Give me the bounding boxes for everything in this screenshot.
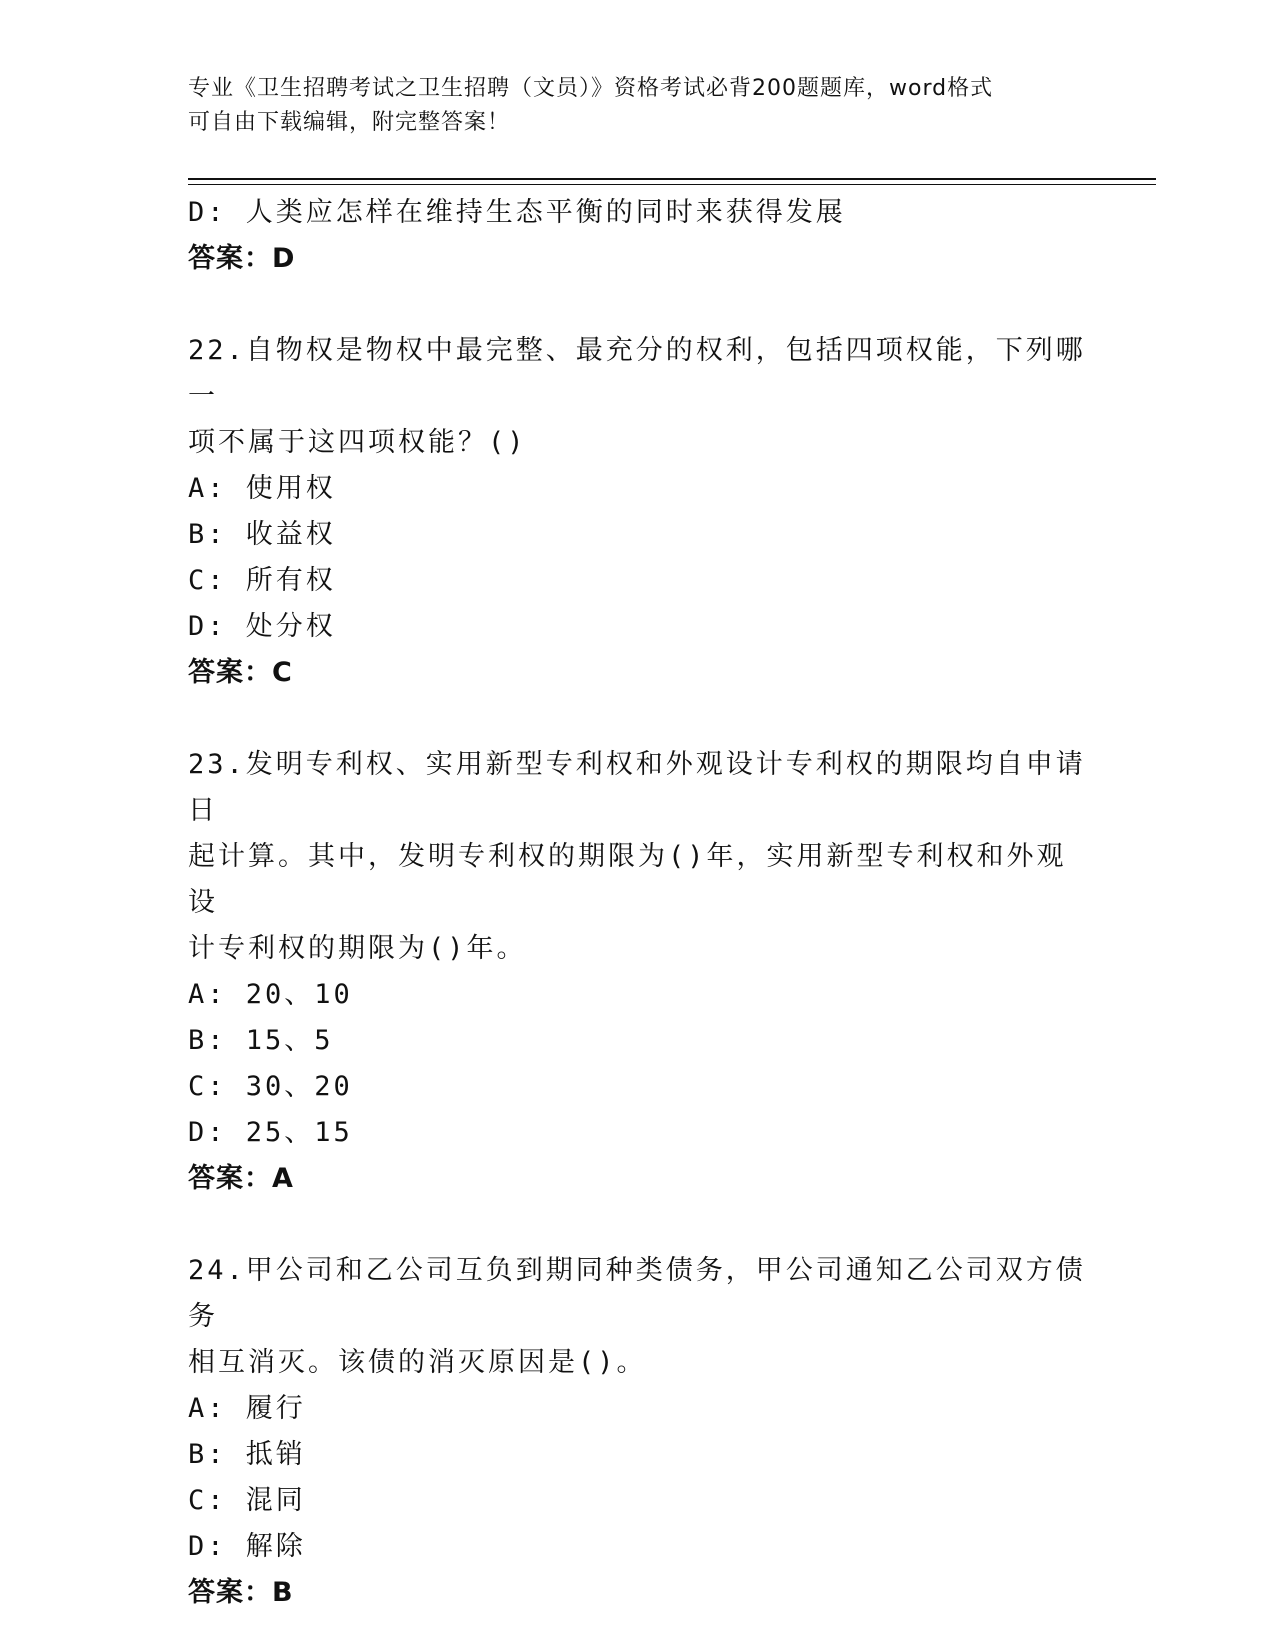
option-c: C: 30、20 bbox=[188, 1071, 353, 1102]
header-line-2: 可自由下载编辑，附完整答案！ bbox=[188, 110, 511, 135]
question-text-line: 起计算。其中，发明专利权的期限为()年，实用新型专利权和外观设 bbox=[188, 841, 1067, 918]
option-a: A: 履行 bbox=[188, 1393, 306, 1424]
question-text-line: 23.发明专利权、实用新型专利权和外观设计专利权的期限均自申请日 bbox=[188, 749, 1086, 826]
previous-question-tail bbox=[188, 190, 1088, 282]
question-text-line: 项不属于这四项权能？() bbox=[188, 427, 527, 458]
question-list bbox=[188, 190, 1088, 1616]
option-b: B: 抵销 bbox=[188, 1439, 306, 1470]
document-header bbox=[188, 72, 1068, 140]
option-d: D: 25、15 bbox=[188, 1117, 353, 1148]
option-a: A: 20、10 bbox=[188, 979, 353, 1010]
question-text-line: 22.自物权是物权中最完整、最充分的权利，包括四项权能，下列哪一 bbox=[188, 335, 1086, 412]
answer-line: 答案：D bbox=[188, 243, 296, 274]
header-divider-thin bbox=[188, 184, 1156, 185]
question-text-line: 计专利权的期限为()年。 bbox=[188, 933, 527, 964]
option-d: D: 解除 bbox=[188, 1531, 306, 1562]
option-c: C: 所有权 bbox=[188, 565, 336, 596]
answer-line: 答案：A bbox=[188, 1163, 294, 1194]
header-line-1: 专业《卫生招聘考试之卫生招聘（文员）》资格考试必背200题题库，word格式 bbox=[188, 76, 994, 101]
option-b: B: 收益权 bbox=[188, 519, 336, 550]
option-d: D: 人类应怎样在维持生态平衡的同时来获得发展 bbox=[188, 197, 846, 228]
question-text bbox=[188, 328, 1088, 466]
answer-line: 答案：C bbox=[188, 657, 293, 688]
option-d: D: 处分权 bbox=[188, 611, 336, 642]
option-a: A: 使用权 bbox=[188, 473, 336, 504]
header-divider-thick bbox=[188, 178, 1156, 180]
question-text-line: 24.甲公司和乙公司互负到期同种类债务，甲公司通知乙公司双方债务 bbox=[188, 1255, 1086, 1332]
question-text-line: 相互消灭。该债的消灭原因是()。 bbox=[188, 1347, 647, 1378]
question-text bbox=[188, 1248, 1088, 1386]
answer-line: 答案：B bbox=[188, 1577, 294, 1608]
question-24 bbox=[188, 1248, 1088, 1616]
question-23 bbox=[188, 742, 1088, 1202]
option-c: C: 混同 bbox=[188, 1485, 306, 1516]
question-text bbox=[188, 742, 1088, 972]
option-b: B: 15、5 bbox=[188, 1025, 334, 1056]
question-22 bbox=[188, 328, 1088, 696]
